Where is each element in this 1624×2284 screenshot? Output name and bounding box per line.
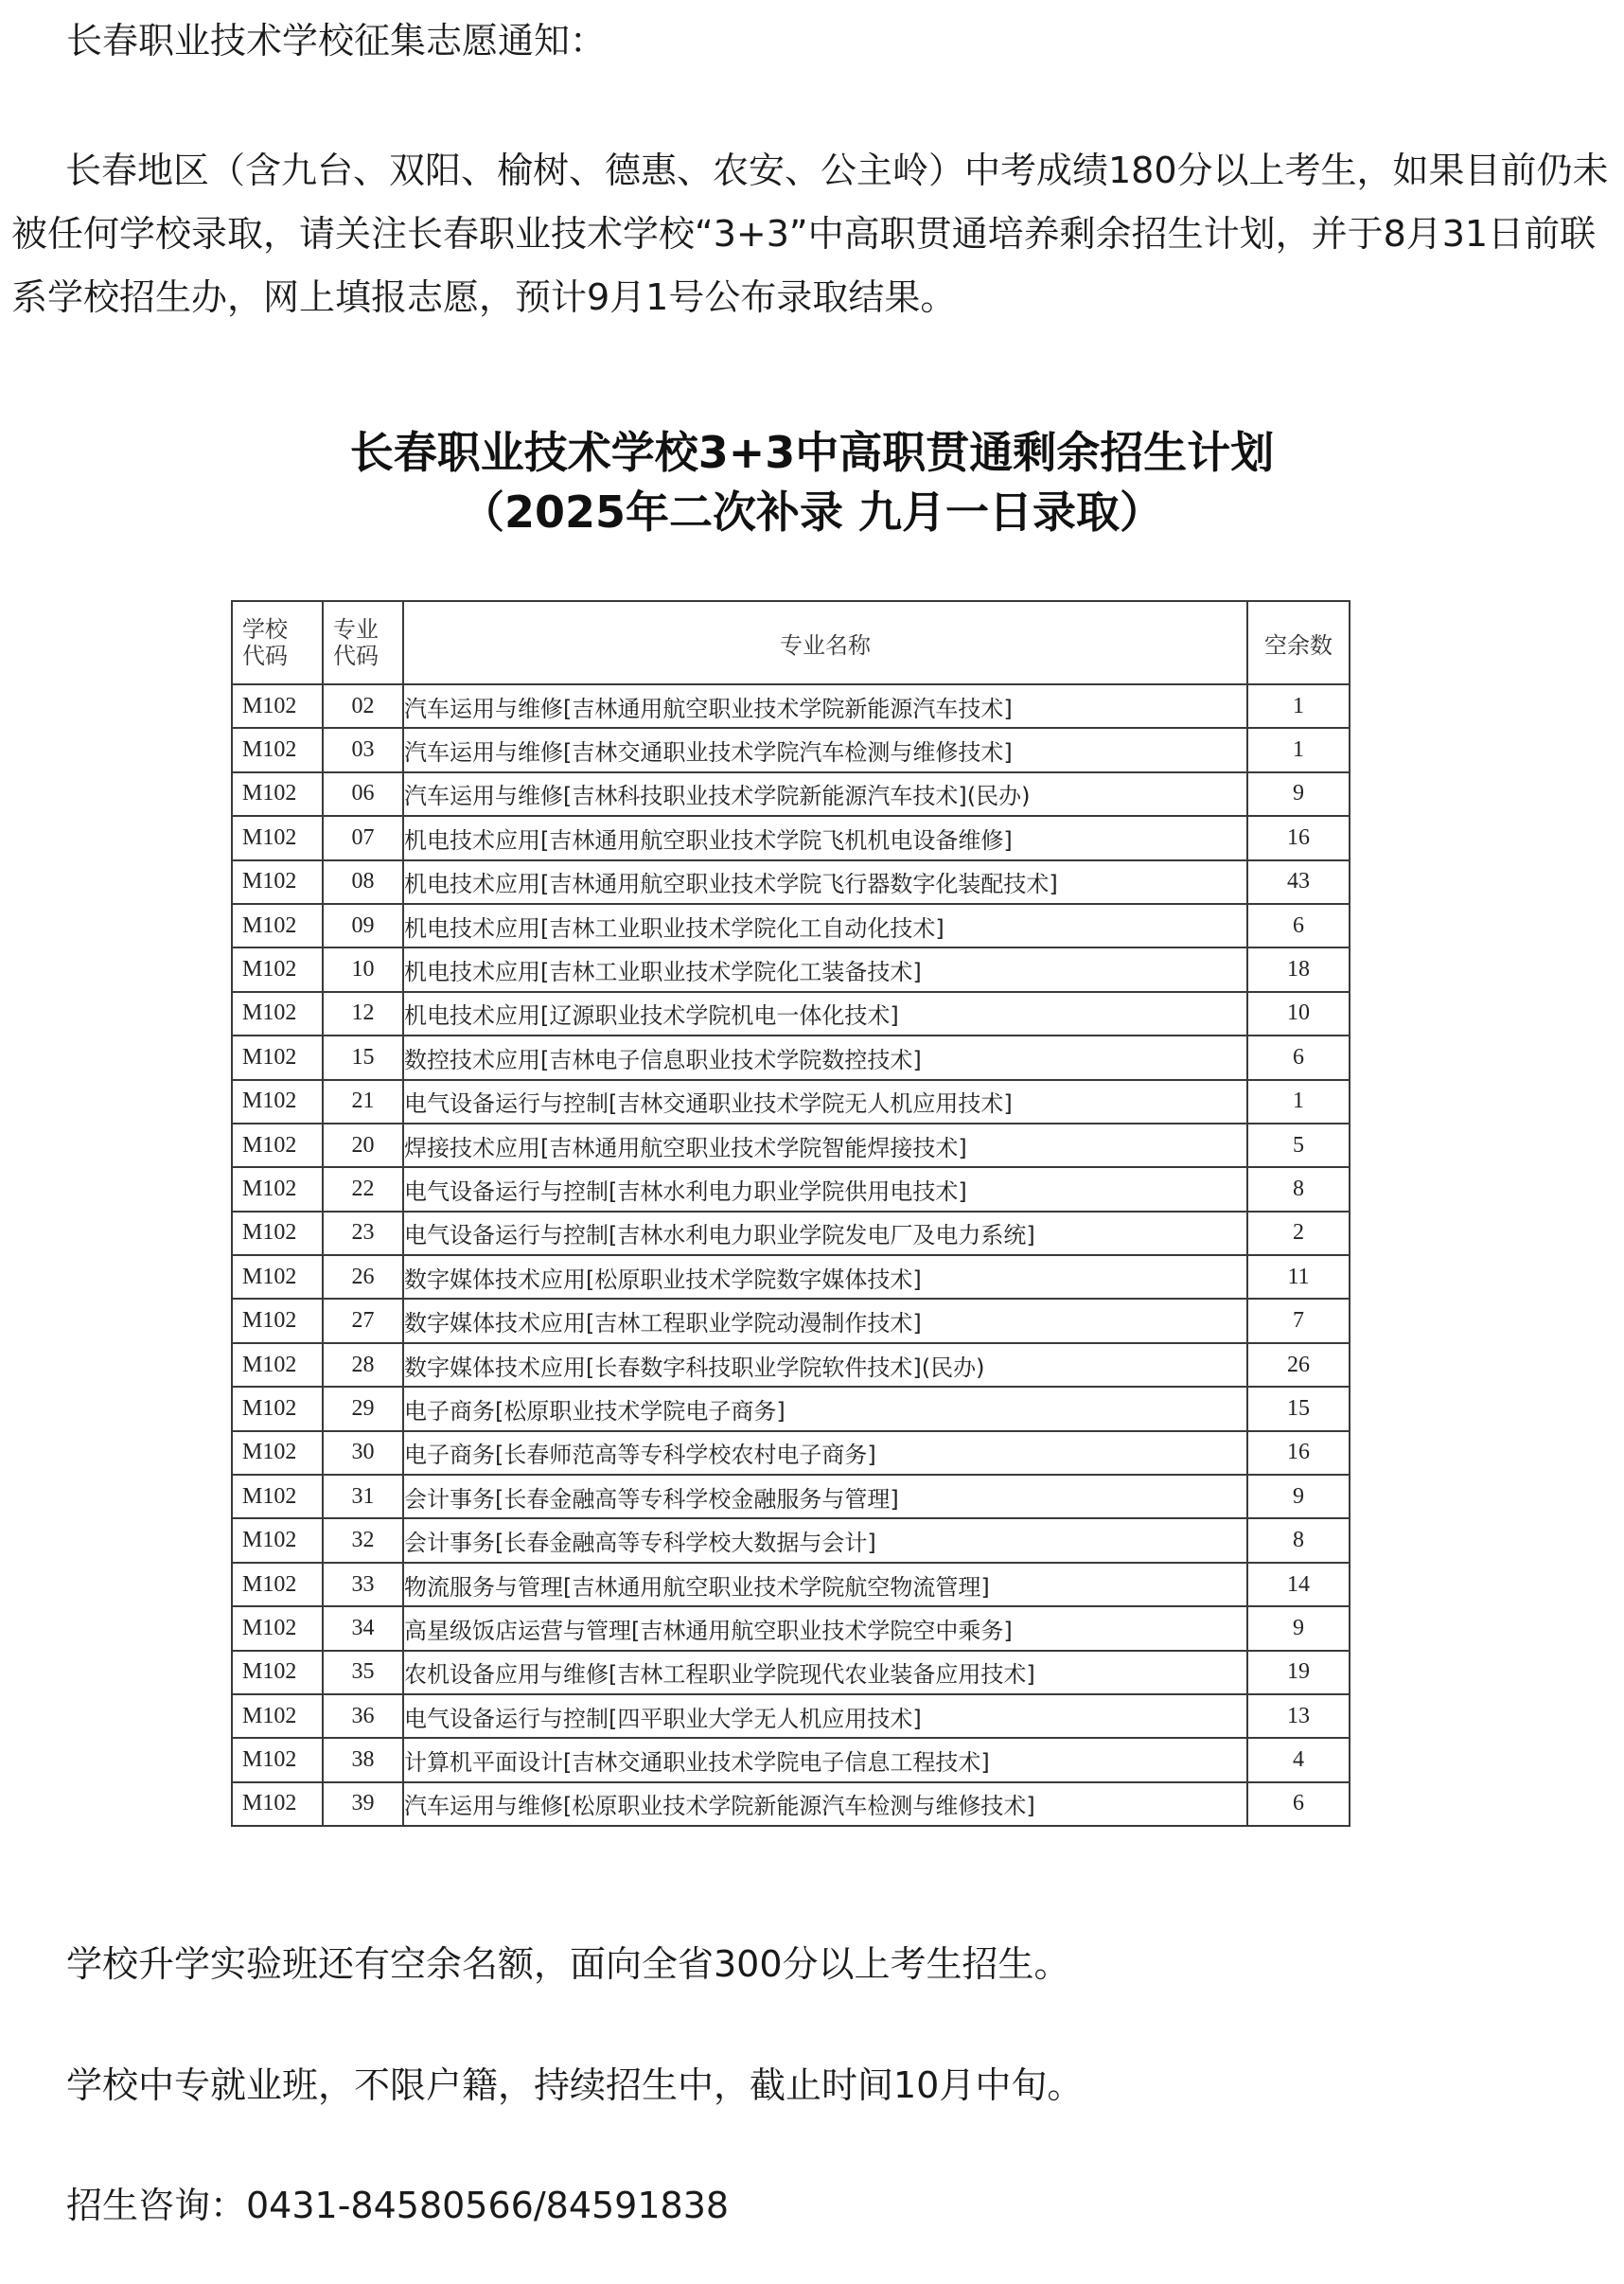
major-name-cell: 数字媒体技术应用[吉林工程职业学院动漫制作技术] [403,1299,1247,1342]
school-code-cell: M102 [232,1212,323,1255]
plan-subtitle: （2025年二次补录 九月一日录取） [460,487,1164,538]
school-code-cell: M102 [232,1651,323,1694]
table-row [232,1431,1350,1475]
school-code-cell: M102 [232,1167,323,1211]
enrollment-plan-table [231,600,1350,1827]
major-name-cell: 机电技术应用[吉林通用航空职业技术学院飞机机电设备维修] [403,816,1247,859]
major-code-cell: 31 [323,1475,403,1518]
table-body [232,684,1350,1826]
vacancies-cell: 9 [1247,1606,1350,1650]
school-code-cell: M102 [232,1475,323,1518]
major-code-cell: 23 [323,1212,403,1255]
vacancies-cell: 8 [1247,1167,1350,1211]
school-code-cell: M102 [232,1343,323,1387]
vacancies-cell: 9 [1247,772,1350,816]
major-name-cell: 机电技术应用[吉林工业职业技术学院化工自动化技术] [403,904,1247,947]
major-code-cell: 33 [323,1563,403,1606]
header-major-code [323,601,403,684]
table-row [232,1738,1350,1781]
school-code-cell: M102 [232,904,323,947]
table-row [232,1563,1350,1606]
major-code-cell: 35 [323,1651,403,1694]
table-row [232,860,1350,904]
major-code-cell: 38 [323,1738,403,1781]
major-name-cell: 汽车运用与维修[松原职业技术学院新能源汽车检测与维修技术] [403,1782,1247,1826]
table-row [232,1475,1350,1518]
school-code-cell: M102 [232,816,323,859]
vacancies-cell: 26 [1247,1343,1350,1387]
table-row [232,1036,1350,1079]
major-name-cell: 电气设备运行与控制[吉林水利电力职业学院供用电技术] [403,1167,1247,1211]
school-code-cell: M102 [232,1694,323,1738]
major-name-cell: 汽车运用与维修[吉林科技职业技术学院新能源汽车技术](民办) [403,772,1247,816]
major-code-cell: 34 [323,1606,403,1650]
table-row [232,1255,1350,1299]
vacancies-cell: 16 [1247,816,1350,859]
school-code-cell: M102 [232,1782,323,1826]
major-name-cell: 数字媒体技术应用[长春数字科技职业学院软件技术](民办) [403,1343,1247,1387]
major-name-cell: 会计事务[长春金融高等专科学校大数据与会计] [403,1518,1247,1562]
major-code-cell: 02 [323,684,403,728]
table-row [232,1124,1350,1167]
vacancies-cell: 13 [1247,1694,1350,1738]
table-row [232,816,1350,859]
major-name-cell: 数字媒体技术应用[松原职业技术学院数字媒体技术] [403,1255,1247,1299]
vacancies-cell: 14 [1247,1563,1350,1606]
school-code-cell: M102 [232,1387,323,1430]
major-name-cell: 电子商务[松原职业技术学院电子商务] [403,1387,1247,1430]
major-code-cell: 28 [323,1343,403,1387]
major-code-cell: 32 [323,1518,403,1562]
vacancies-cell: 11 [1247,1255,1350,1299]
vacancies-cell: 8 [1247,1518,1350,1562]
major-code-cell: 12 [323,992,403,1036]
header-school-code [232,601,323,684]
major-code-cell: 20 [323,1124,403,1167]
header-major-code-line2: 代码 [333,643,379,669]
school-code-cell: M102 [232,1299,323,1342]
vacancies-cell: 7 [1247,1299,1350,1342]
table-row [232,1387,1350,1430]
vacancies-cell: 4 [1247,1738,1350,1781]
vacancies-cell: 15 [1247,1387,1350,1430]
major-code-cell: 15 [323,1036,403,1079]
vacancies-cell: 43 [1247,860,1350,904]
vacancies-cell: 1 [1247,728,1350,771]
vacancies-cell: 2 [1247,1212,1350,1255]
major-name-cell: 焊接技术应用[吉林通用航空职业技术学院智能焊接技术] [403,1124,1247,1167]
major-code-cell: 08 [323,860,403,904]
table-row [232,684,1350,728]
table-row [232,1212,1350,1255]
school-code-cell: M102 [232,1738,323,1781]
notice-heading: 长春职业技术学校征集志愿通知： [66,20,607,62]
major-code-cell: 22 [323,1167,403,1211]
major-code-cell: 03 [323,728,403,771]
school-code-cell: M102 [232,992,323,1036]
major-name-cell: 物流服务与管理[吉林通用航空职业技术学院航空物流管理] [403,1563,1247,1606]
major-code-cell: 39 [323,1782,403,1826]
school-code-cell: M102 [232,1036,323,1079]
school-code-cell: M102 [232,1255,323,1299]
plan-title: 长春职业技术学校3+3中高职贯通剩余招生计划 [349,427,1275,478]
table-row [232,1167,1350,1211]
major-name-cell: 汽车运用与维修[吉林通用航空职业技术学院新能源汽车技术] [403,684,1247,728]
table-row [232,992,1350,1036]
major-name-cell: 高星级饭店运营与管理[吉林通用航空职业技术学院空中乘务] [403,1606,1247,1650]
header-school-code-line2: 代码 [242,643,288,669]
table-row [232,1080,1350,1124]
vacancies-cell: 9 [1247,1475,1350,1518]
major-code-cell: 21 [323,1080,403,1124]
school-code-cell: M102 [232,1518,323,1562]
table-row [232,1343,1350,1387]
vacancies-cell: 6 [1247,1782,1350,1826]
school-code-cell: M102 [232,1124,323,1167]
table-header-row [232,601,1350,684]
major-code-cell: 26 [323,1255,403,1299]
major-name-cell: 数控技术应用[吉林电子信息职业技术学院数控技术] [403,1036,1247,1079]
major-name-cell: 农机设备应用与维修[吉林工程职业学院现代农业装备应用技术] [403,1651,1247,1694]
vacancies-cell: 1 [1247,684,1350,728]
school-code-cell: M102 [232,1431,323,1475]
vacancies-cell: 6 [1247,904,1350,947]
table-row [232,772,1350,816]
major-name-cell: 电子商务[长春师范高等专科学校农村电子商务] [403,1431,1247,1475]
major-name-cell: 电气设备运行与控制[吉林交通职业技术学院无人机应用技术] [403,1080,1247,1124]
major-name-cell: 机电技术应用[辽源职业技术学院机电一体化技术] [403,992,1247,1036]
employment-class-note: 学校中专就业班，不限户籍，持续招生中，截止时间10月中旬。 [66,2064,1084,2106]
major-code-cell: 27 [323,1299,403,1342]
header-vacancies: 空余数 [1247,601,1350,684]
major-name-cell: 机电技术应用[吉林工业职业技术学院化工装备技术] [403,947,1247,991]
table-row [232,947,1350,991]
major-code-cell: 36 [323,1694,403,1738]
school-code-cell: M102 [232,947,323,991]
major-code-cell: 07 [323,816,403,859]
major-code-cell: 30 [323,1431,403,1475]
major-name-cell: 机电技术应用[吉林通用航空职业技术学院飞行器数字化装配技术] [403,860,1247,904]
school-code-cell: M102 [232,1606,323,1650]
table-row [232,1651,1350,1694]
table-row [232,1782,1350,1826]
vacancies-cell: 10 [1247,992,1350,1036]
header-major-code-line1: 专业 [333,616,379,643]
school-code-cell: M102 [232,684,323,728]
header-major-name: 专业名称 [403,601,1247,684]
major-code-cell: 06 [323,772,403,816]
contact-info: 招生咨询：0431-84580566/84591838 [66,2185,730,2226]
vacancies-cell: 6 [1247,1036,1350,1079]
major-code-cell: 10 [323,947,403,991]
school-code-cell: M102 [232,1563,323,1606]
table-row [232,1518,1350,1562]
vacancies-cell: 18 [1247,947,1350,991]
major-code-cell: 29 [323,1387,403,1430]
vacancies-cell: 1 [1247,1080,1350,1124]
table-row [232,1694,1350,1738]
major-name-cell: 会计事务[长春金融高等专科学校金融服务与管理] [403,1475,1247,1518]
vacancies-cell: 19 [1247,1651,1350,1694]
major-name-cell: 汽车运用与维修[吉林交通职业技术学院汽车检测与维修技术] [403,728,1247,771]
intro-paragraph: 长春地区（含九台、双阳、榆树、德惠、农安、公主岭）中考成绩180分以上考生，如果目前仍未被任何学校录取，请关注长春职业技术学校“3+3”中高职贯通培养剩余招生计划，并于8月31日前联系学校招生办，网上填报志愿，预计9月1号公布录取结果。 [11,150,1609,318]
major-name-cell: 电气设备运行与控制[吉林水利电力职业学院发电厂及电力系统] [403,1212,1247,1255]
table-row [232,1299,1350,1342]
school-code-cell: M102 [232,860,323,904]
school-code-cell: M102 [232,1080,323,1124]
major-code-cell: 09 [323,904,403,947]
major-name-cell: 电气设备运行与控制[四平职业大学无人机应用技术] [403,1694,1247,1738]
header-school-code-line1: 学校 [242,616,288,643]
school-code-cell: M102 [232,772,323,816]
table-row [232,904,1350,947]
major-name-cell: 计算机平面设计[吉林交通职业技术学院电子信息工程技术] [403,1738,1247,1781]
table-row [232,728,1350,771]
vacancies-cell: 16 [1247,1431,1350,1475]
experimental-class-note: 学校升学实验班还有空余名额，面向全省300分以上考生招生。 [66,1943,1070,1985]
vacancies-cell: 5 [1247,1124,1350,1167]
school-code-cell: M102 [232,728,323,771]
table-row [232,1606,1350,1650]
